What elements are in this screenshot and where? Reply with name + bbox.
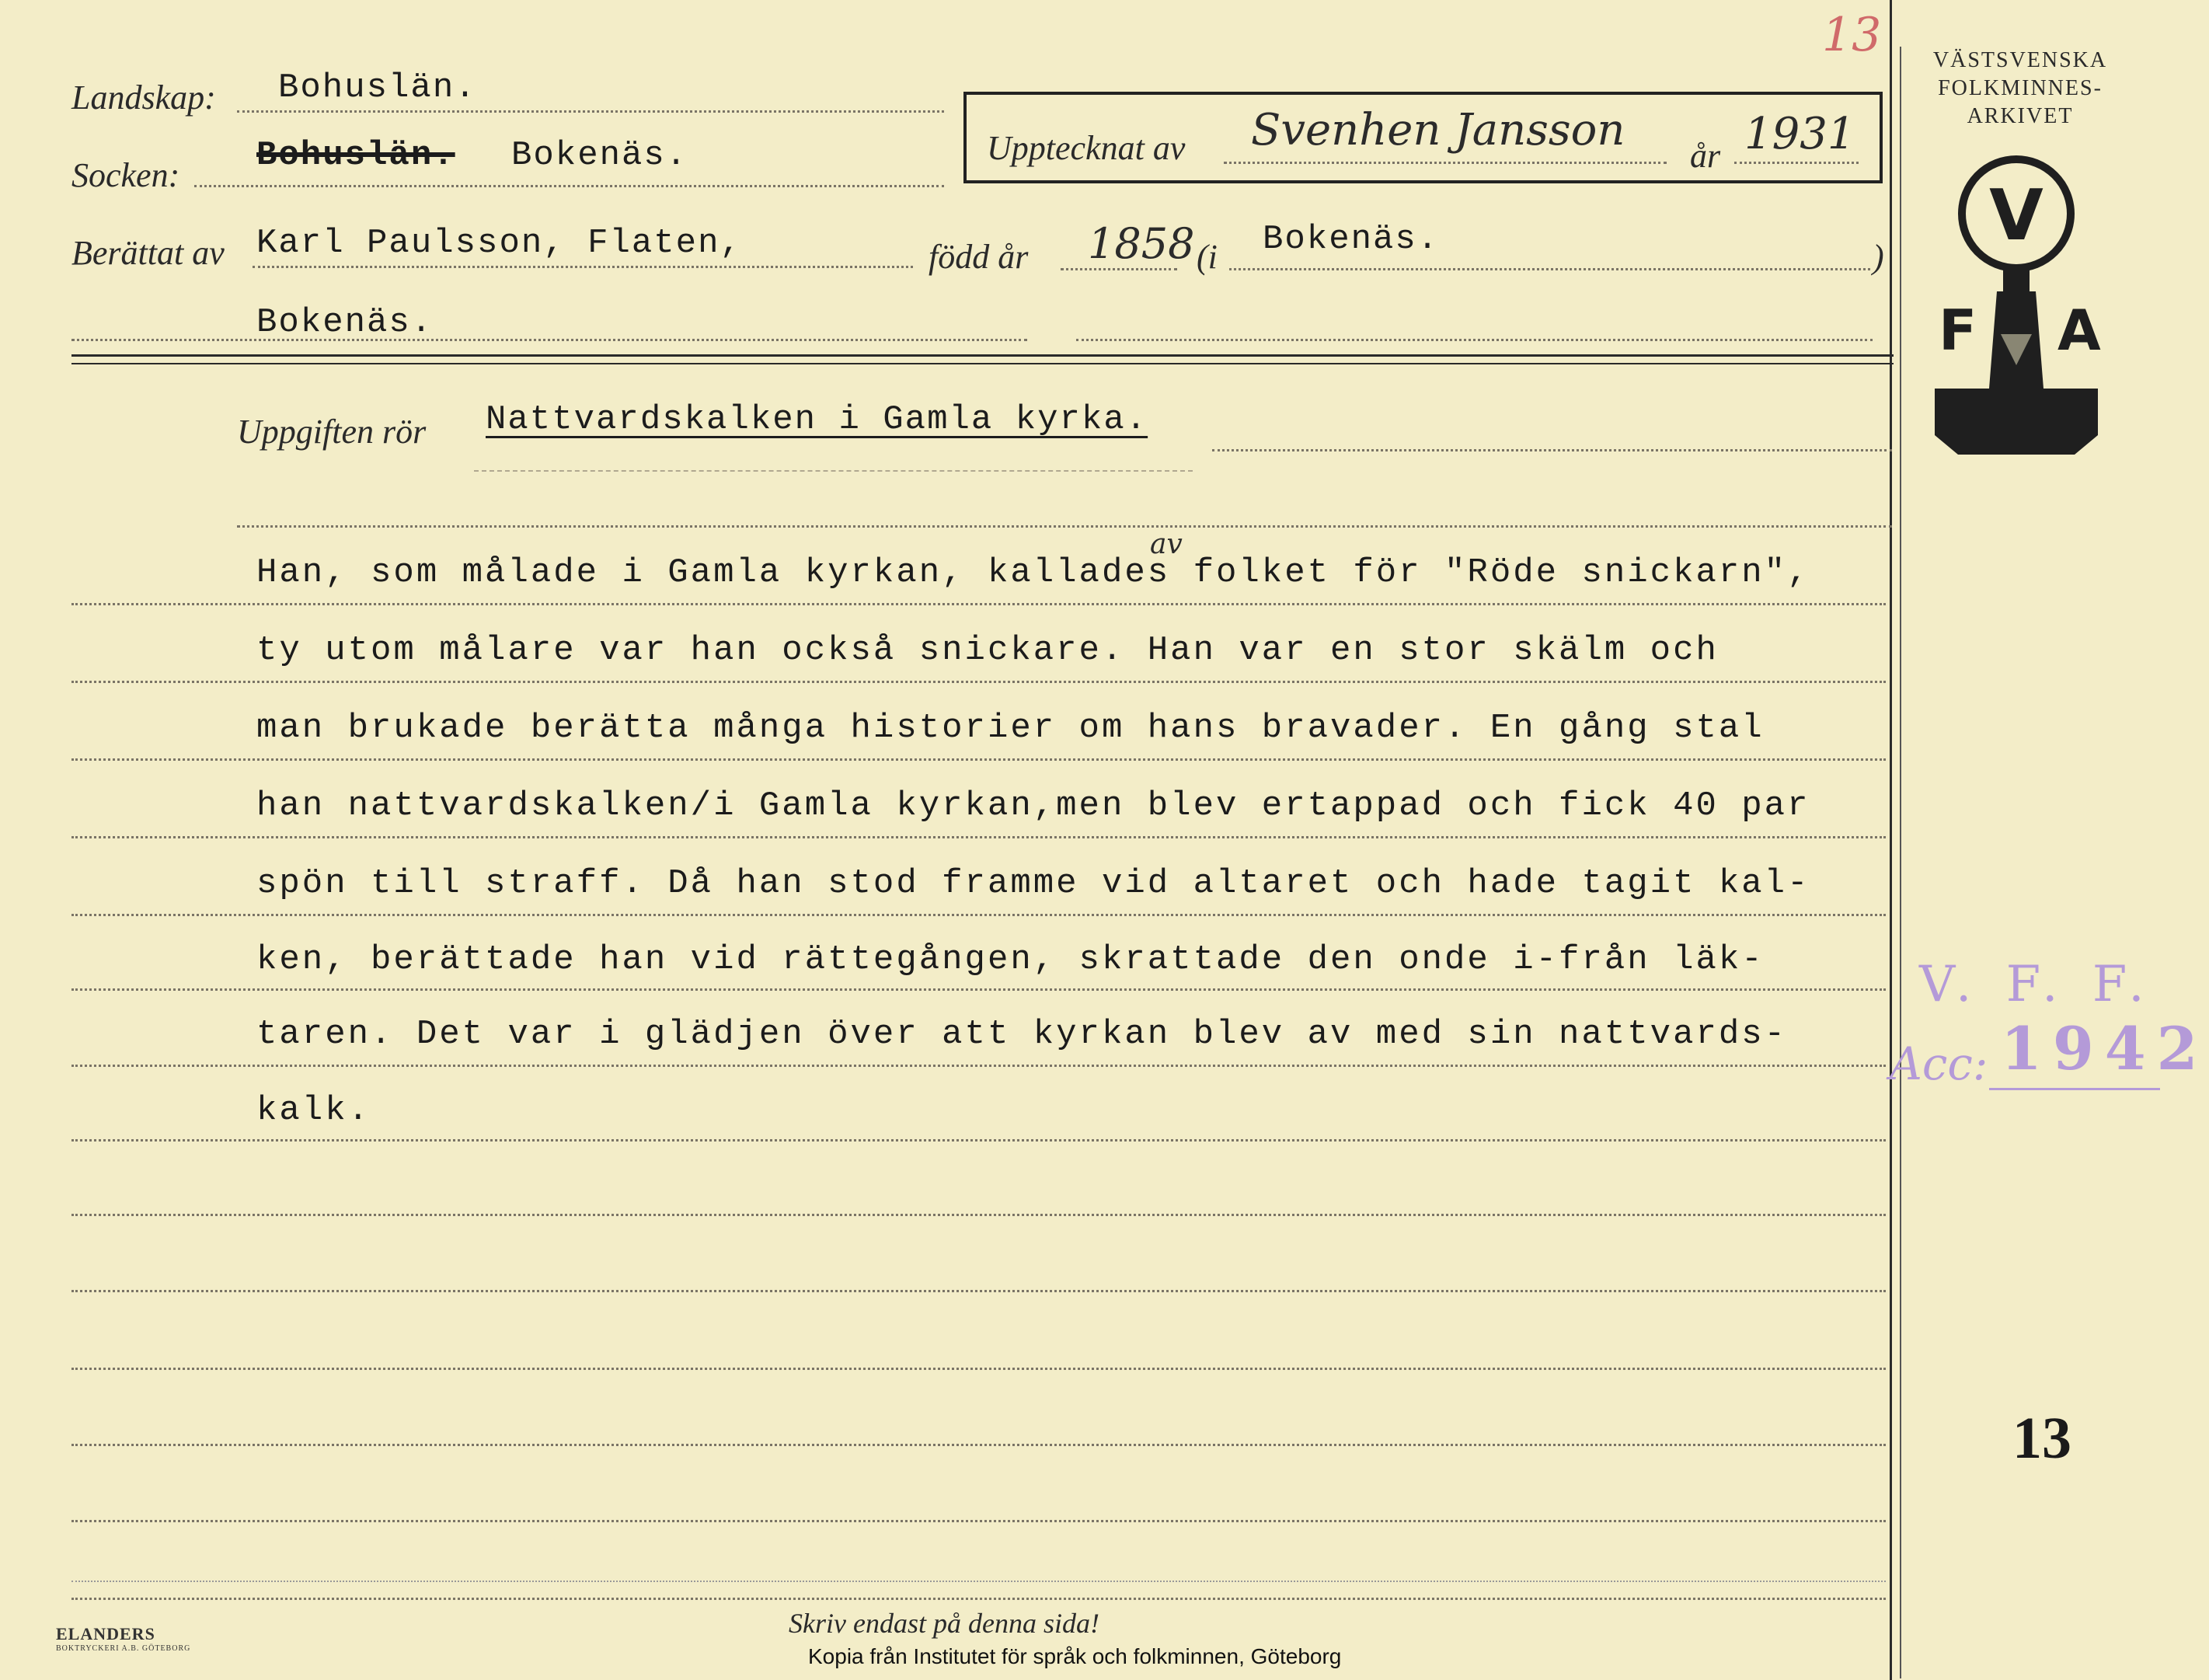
body-line-4: han nattvardskalken/i Gamla kyrkan,men blev ertappad och fick 40 par <box>256 786 1810 825</box>
ruled-line <box>71 1368 1886 1370</box>
narrator-value-line2: Bokenäs. <box>256 303 434 342</box>
archive-logo-icon <box>1919 155 2113 458</box>
subject-dashline <box>474 470 1193 472</box>
recorder-dotline <box>1224 162 1667 164</box>
acc-stamp-underline <box>1989 1088 2160 1090</box>
archive-name <box>1904 47 2137 131</box>
socken-value: Bokenäs. <box>511 136 688 175</box>
ruled-line <box>71 1065 1886 1067</box>
body-line-6: ken, berättade han vid rättegången, skrattade den onde i-från läk- <box>256 940 1765 979</box>
archive-line-1: VÄSTSVENSKA <box>1932 48 2108 72</box>
body-line-3: man brukade berätta många historier om hans bravader. En gång stal <box>256 709 1765 748</box>
archive-line-3: ARKIVET <box>1967 104 2074 128</box>
footer-instruction: Skriv endast på denna sida! <box>789 1608 1099 1639</box>
ruled-line <box>71 988 1886 991</box>
narrator-line2-dotline-right <box>1076 339 1873 341</box>
recorder-name: Svenhen Jansson <box>1251 105 1625 155</box>
ruled-line <box>71 681 1886 683</box>
born-label: född år <box>929 238 1029 276</box>
page-number: 13 <box>2012 1406 2071 1471</box>
printer-mark <box>56 1624 190 1653</box>
ruled-line <box>71 914 1886 916</box>
socken-label: Socken: <box>71 156 180 194</box>
body-line-5: spön till straff. Då han stod framme vid altaret och hade tagit kal- <box>256 864 1810 903</box>
header-double-rule-bottom <box>71 363 1894 364</box>
subject-label: Uppgiften rör <box>237 413 427 451</box>
landskap-dotline <box>237 110 944 113</box>
narrator-line2-dotline-left <box>71 339 1027 341</box>
inserted-word-av: av <box>1150 528 1183 560</box>
narrator-value: Karl Paulsson, Flaten, <box>256 224 742 263</box>
year-value: 1931 <box>1744 109 1855 159</box>
ruled-line <box>71 836 1886 838</box>
landskap-label: Landskap: <box>71 78 216 117</box>
landskap-value: Bohuslän. <box>278 68 477 107</box>
birthplace-value: Bokenäs. <box>1263 220 1440 259</box>
ruled-line <box>71 1444 1886 1446</box>
body-line-1: Han, som målade i Gamla kyrkan, kallades folket för "Röde snickarn", <box>256 553 1810 592</box>
header-double-rule-top <box>71 354 1894 357</box>
subject-dotline <box>1212 449 1892 451</box>
born-value: 1858 <box>1088 219 1195 268</box>
year-label: år <box>1690 137 1721 175</box>
right-column-divider <box>1890 0 1892 1680</box>
ruled-line <box>71 603 1886 605</box>
logo-letter-f: F <box>1939 298 1977 363</box>
recorder-label: Upptecknat av <box>987 129 1186 167</box>
socken-dotline <box>194 185 944 187</box>
ruled-line <box>71 1214 1886 1216</box>
narrator-dotline <box>253 266 913 268</box>
acc-stamp-label: Acc: <box>1890 1037 1988 1090</box>
acc-stamp-number: 1942 <box>2001 1014 2209 1083</box>
body-line-8: kalk. <box>256 1091 371 1130</box>
birthplace-dotline <box>1229 268 1870 270</box>
subject-second-dotline <box>237 525 1892 528</box>
ruled-line <box>71 1290 1886 1292</box>
copy-notice: Kopia från Institutet för språk och folkminnen, Göteborg <box>808 1644 1342 1668</box>
vff-stamp: V. F. F. <box>1919 956 2154 1013</box>
handwritten-page-number: 13 <box>1822 8 1882 62</box>
year-dotline <box>1734 162 1859 164</box>
printer-line-1: ELANDERS <box>56 1624 155 1643</box>
ruled-line <box>71 758 1886 761</box>
logo-letter-a: A <box>2057 298 2101 363</box>
birthplace-close-label: ) <box>1873 238 1884 276</box>
body-line-7: taren. Det var i glädjen över att kyrkan blev av med sin nattvards- <box>256 1015 1788 1054</box>
ruled-line <box>71 1598 1886 1600</box>
archive-line-2: FOLKMINNES- <box>1938 76 2103 100</box>
ruled-line <box>71 1139 1886 1141</box>
subject-value: Nattvardskalken i Gamla kyrka. <box>486 400 1148 439</box>
narrator-label: Berättat av <box>71 234 225 272</box>
footer-rule <box>71 1581 1886 1582</box>
right-column-divider-inner <box>1900 47 1901 1678</box>
logo-letter-v: V <box>1989 175 2043 256</box>
born-dotline <box>1061 268 1177 270</box>
birthplace-open-label: (i <box>1197 238 1218 276</box>
ruled-line <box>71 1520 1886 1522</box>
body-line-2: ty utom målare var han också snickare. Han var en stor skälm och <box>256 631 1719 670</box>
printer-line-2: BOKTRYCKERI A.B. GÖTEBORG <box>56 1644 191 1653</box>
socken-struck-value: Bohuslän. <box>256 136 455 175</box>
